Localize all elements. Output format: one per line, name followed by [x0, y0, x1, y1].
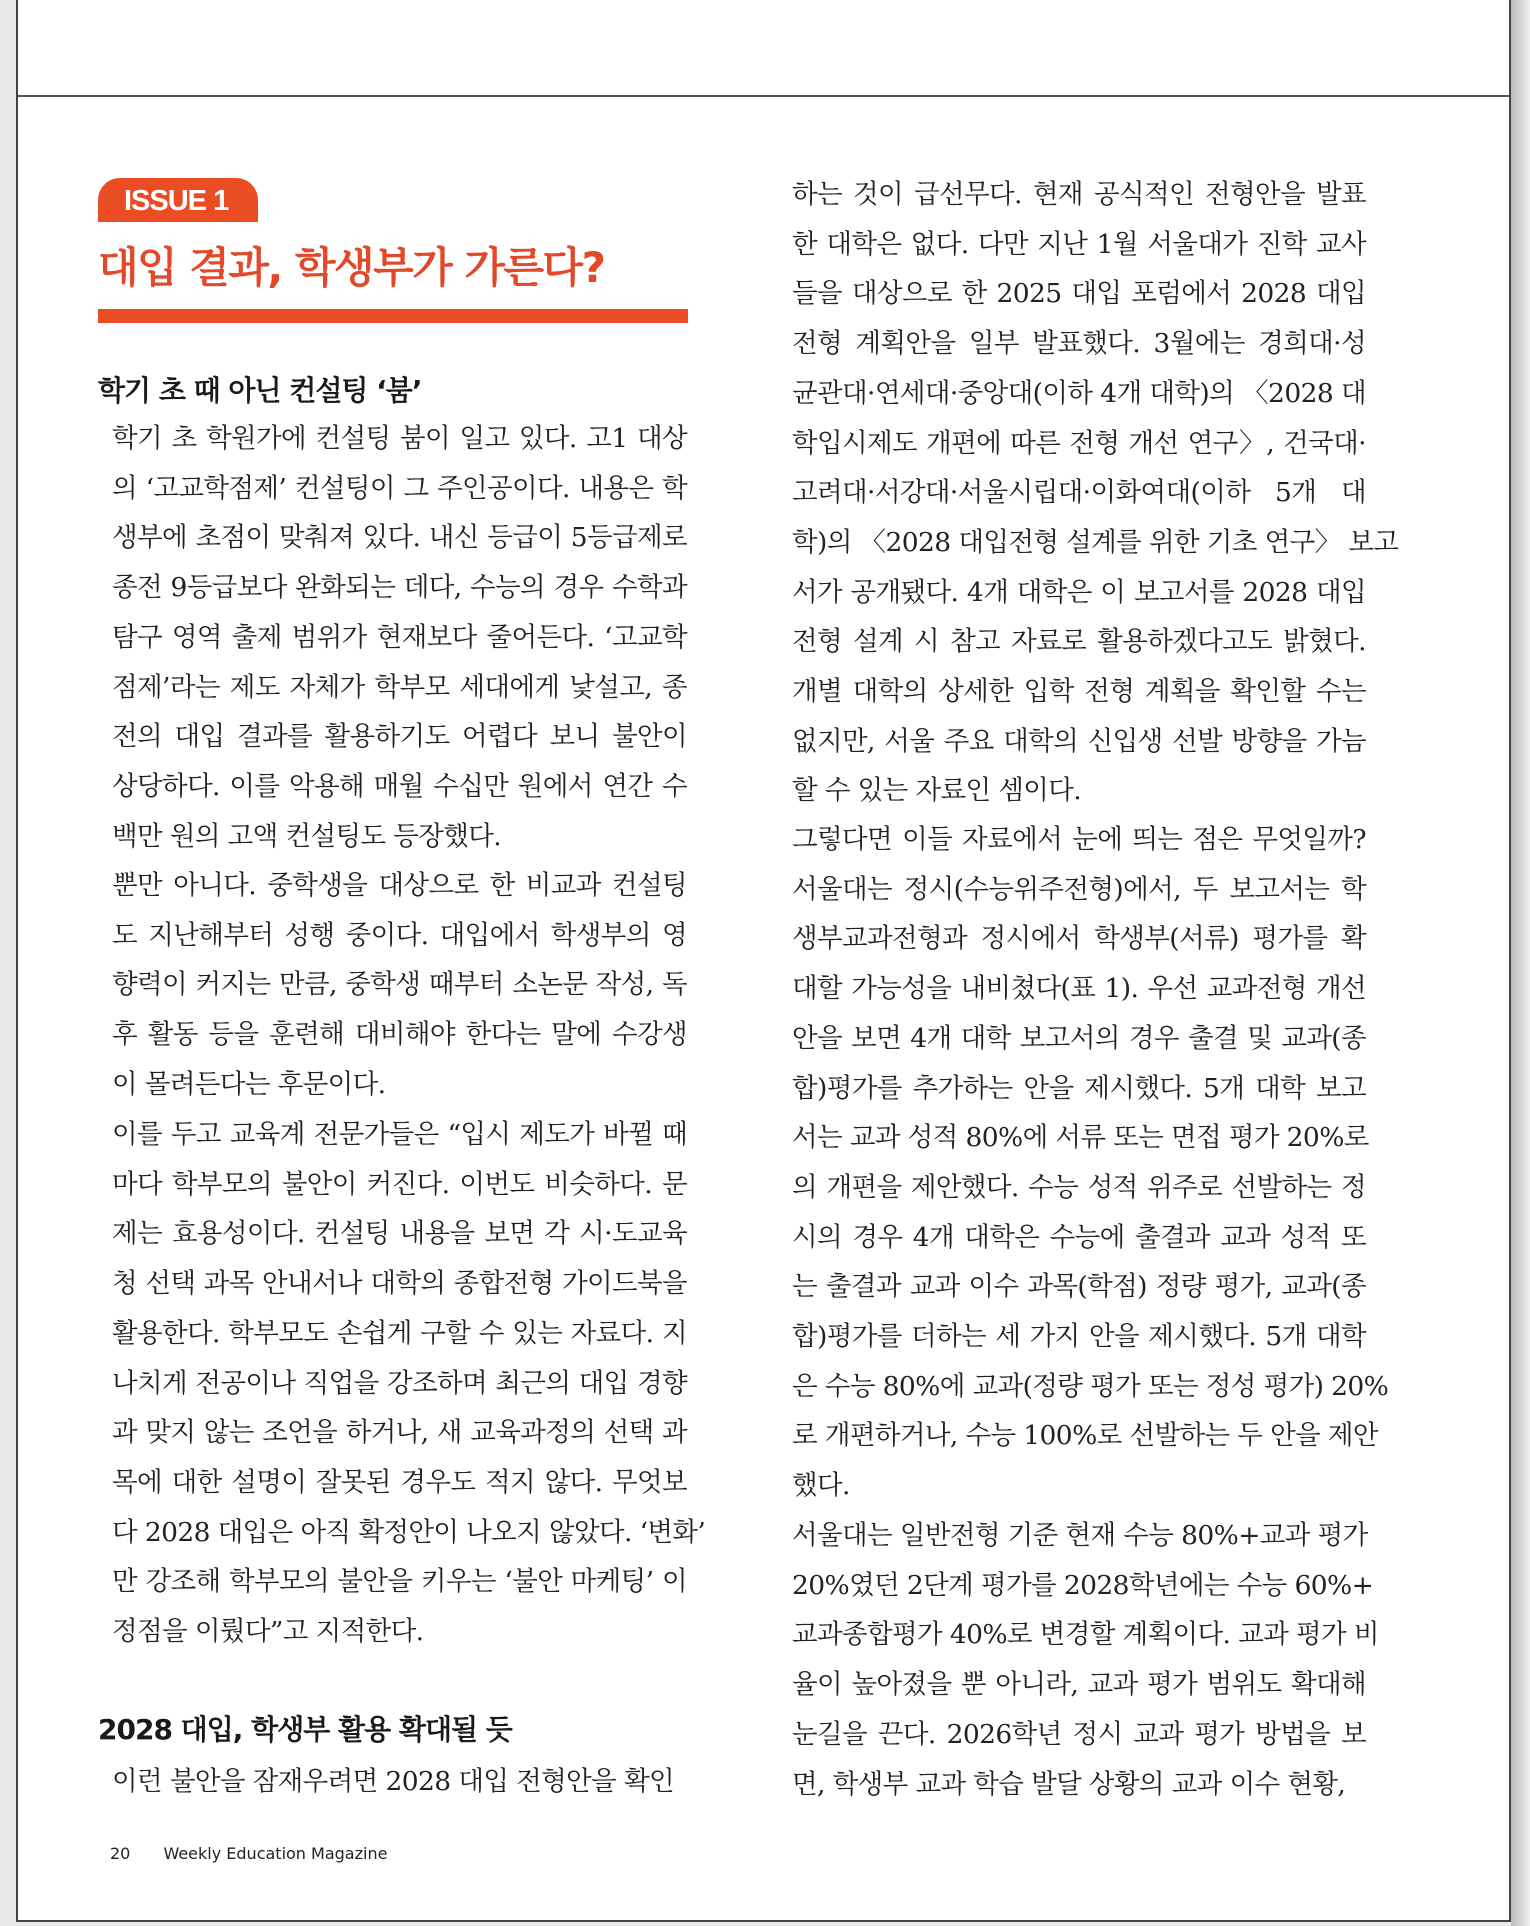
text-line: 상당하다. 이를 악용해 매월 수십만 원에서 연간 수	[112, 770, 687, 802]
text-line: 전의 대입 결과를 활용하기도 어렵다 보니 불안이	[112, 721, 687, 753]
text-line: 활용한다. 학부모도 손쉽게 구할 수 있는 자료다. 지	[112, 1317, 687, 1349]
subheading-2028-admission: 2028 대입, 학생부 활용 확대될 듯	[98, 1713, 512, 1746]
text-line: 서울대는 일반전형 기준 현재 수능 80%+교과 평가	[792, 1520, 1368, 1551]
issue-badge: ISSUE 1	[98, 178, 258, 222]
text-line: 들을 대상으로 한 2025 대입 포럼에서 2028 대입	[792, 278, 1366, 310]
left-paragraph-3	[112, 1110, 706, 1657]
text-line: 했다.	[792, 1470, 850, 1502]
text-line: 향력이 커지는 만큼, 중학생 때부터 소논문 작성, 독	[112, 969, 687, 1001]
text-line: 다 2028 대입은 아직 확정안이 나오지 않았다. ‘변화’	[112, 1516, 706, 1548]
text-line: 전형 설계 시 참고 자료로 활용하겠다고도 밝혔다.	[792, 626, 1366, 658]
left-paragraph-1	[112, 414, 687, 861]
text-line: 정점을 이뤘다”고 지적한다.	[112, 1616, 424, 1648]
text-line: 면, 학생부 교과 학습 발달 상황의 교과 이수 현황,	[792, 1768, 1346, 1800]
page-footer	[110, 1844, 387, 1863]
text-line: 목에 대한 설명이 잘못된 경우도 적지 않다. 무엇보	[112, 1466, 687, 1498]
text-line: 한 대학은 없다. 다만 지난 1월 서울대가 진학 교사	[792, 228, 1366, 260]
text-line: 마다 학부모의 불안이 커진다. 이번도 비슷하다. 문	[112, 1168, 687, 1200]
text-line: 나치게 전공이나 직업을 강조하며 최근의 대입 경향	[112, 1367, 687, 1399]
text-line: 20%였던 2단계 평가를 2028학년에는 수능 60%+	[792, 1569, 1374, 1601]
text-line: 은 수능 80%에 교과(정량 평가 또는 정성 평가) 20%	[792, 1370, 1389, 1402]
text-line: 서는 교과 성적 80%에 서류 또는 면접 평가 20%로	[792, 1122, 1369, 1154]
text-line: 뿐만 아니다. 중학생을 대상으로 한 비교과 컨설팅	[112, 870, 687, 901]
text-line: 합)평가를 추가하는 안을 제시했다. 5개 대학 보고	[792, 1072, 1366, 1104]
text-line: 고려대·서강대·서울시립대·이화여대(이하 5개 대	[792, 477, 1366, 509]
text-line: 종전 9등급보다 완화되는 데다, 수능의 경우 수학과	[112, 572, 687, 604]
text-line: 서가 공개됐다. 4개 대학은 이 보고서를 2028 대입	[792, 576, 1366, 608]
text-line: 로 개편하거나, 수능 100%로 선발하는 두 안을 제안	[792, 1420, 1378, 1452]
text-line: 합)평가를 더하는 세 가지 안을 제시했다. 5개 대학	[792, 1321, 1366, 1353]
text-line: 생부교과전형과 정시에서 학생부(서류) 평가를 확	[792, 923, 1366, 955]
text-line: 의 개편을 제안했다. 수능 성적 위주로 선발하는 정	[792, 1171, 1366, 1203]
right-paragraph-2	[792, 815, 1389, 1511]
article-title: 대입 결과, 학생부가 가른다?	[98, 243, 605, 292]
text-line: 후 활동 등을 훈련해 대비해야 한다는 말에 수강생	[112, 1019, 687, 1051]
text-line: 하는 것이 급선무다. 현재 공식적인 전형안을 발표	[792, 179, 1366, 210]
text-line: 서울대는 정시(수능위주전형)에서, 두 보고서는 학	[792, 873, 1366, 905]
text-line: 이를 두고 교육계 전문가들은 “입시 제도가 바뀔 때	[112, 1119, 687, 1150]
text-line: 는 출결과 교과 이수 과목(학점) 정량 평가, 교과(종	[792, 1271, 1366, 1303]
text-line: 전형 계획안을 일부 발표했다. 3월에는 경희대·성	[792, 328, 1366, 360]
left-paragraph-2	[112, 861, 687, 1110]
text-line: 학기 초 학원가에 컨설팅 붐이 일고 있다. 고1 대상	[112, 423, 687, 454]
text-line: 눈길을 끈다. 2026학년 정시 교과 평가 방법을 보	[792, 1718, 1366, 1750]
text-line: 생부에 초점이 맞춰져 있다. 내신 등급이 5등급제로	[112, 522, 687, 554]
text-line: 탐구 영역 출제 범위가 현재보다 줄어든다. ‘고교학	[112, 621, 687, 653]
right-paragraph-3	[792, 1511, 1379, 1809]
right-paragraph-1	[792, 170, 1399, 816]
text-line: 시의 경우 4개 대학은 수능에 출결과 교과 성적 또	[792, 1221, 1366, 1253]
title-underline	[98, 309, 688, 323]
text-line: 균관대·연세대·중앙대(이하 4개 대학)의 〈2028 대	[792, 377, 1366, 409]
text-line: 의 ‘고교학점제’ 컨설팅이 그 주인공이다. 내용은 학	[112, 472, 687, 504]
text-line: 도 지난해부터 성행 중이다. 대입에서 학생부의 영	[112, 919, 687, 951]
text-line: 만 강조해 학부모의 불안을 키우는 ‘불안 마케팅’ 이	[112, 1566, 687, 1598]
header-rule	[18, 95, 1509, 97]
text-line: 백만 원의 고액 컨설팅도 등장했다.	[112, 820, 502, 852]
text-line: 학입시제도 개편에 따른 전형 개선 연구〉, 건국대·	[792, 427, 1366, 459]
text-line: 교과종합평가 40%로 변경할 계획이다. 교과 평가 비	[792, 1619, 1379, 1651]
left-paragraph-4	[112, 1757, 687, 1807]
text-line: 학)의 〈2028 대입전형 설계를 위한 기초 연구〉 보고	[792, 526, 1399, 558]
text-line: 대할 가능성을 내비쳤다(표 1). 우선 교과전형 개선	[792, 973, 1366, 1005]
text-line: 할 수 있는 자료인 셈이다.	[792, 775, 1082, 807]
text-line: 청 선택 과목 안내서나 대학의 종합전형 가이드북을	[112, 1268, 687, 1300]
text-line: 이런 불안을 잠재우려면 2028 대입 전형안을 확인	[112, 1766, 674, 1797]
text-line: 없지만, 서울 주요 대학의 신입생 선발 방향을 가늠	[792, 725, 1366, 757]
page-edge-shadow	[1511, 0, 1530, 1926]
text-line: 안을 보면 4개 대학 보고서의 경우 출결 및 교과(종	[792, 1022, 1366, 1054]
magazine-name: Weekly Education Magazine	[163, 1844, 388, 1863]
text-line: 개별 대학의 상세한 입학 전형 계획을 확인할 수는	[792, 676, 1366, 708]
text-line: 이 몰려든다는 후문이다.	[112, 1068, 386, 1100]
page-number: 20	[110, 1844, 131, 1863]
text-line: 과 맞지 않는 조언을 하거나, 새 교육과정의 선택 과	[112, 1417, 687, 1449]
text-line: 그렇다면 이들 자료에서 눈에 띄는 점은 무엇일까?	[792, 824, 1366, 855]
subheading-consulting-boom: 학기 초 때 아닌 컨설팅 ‘붐’	[98, 374, 422, 407]
text-line: 율이 높아졌을 뿐 아니라, 교과 평가 범위도 확대해	[792, 1669, 1366, 1701]
text-line: 제는 효용성이다. 컨설팅 내용을 보면 각 시·도교육	[112, 1218, 687, 1250]
text-line: 점제’라는 제도 자체가 학부모 세대에게 낯설고, 종	[112, 671, 687, 703]
